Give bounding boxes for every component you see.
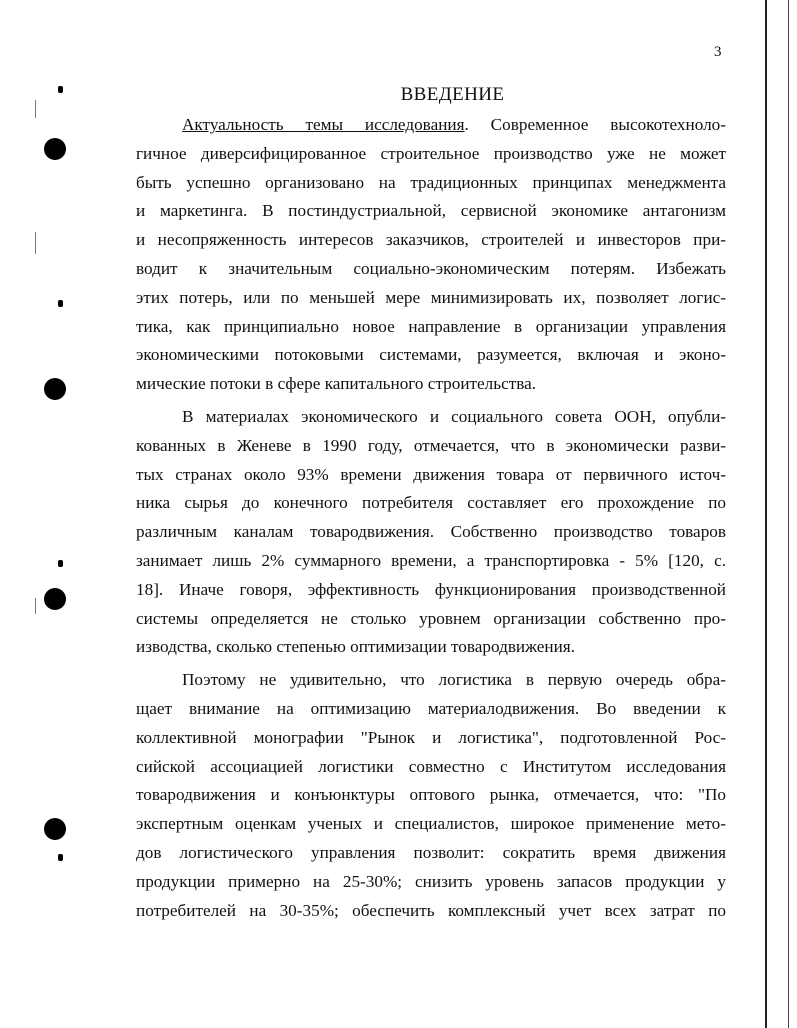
text-line: Поэтому не удивительно, что логистика в первую очередь обра- xyxy=(182,670,726,690)
text-line: различным каналам товародвижения. Собственно производство товаров xyxy=(136,522,726,542)
text-line: сийской ассоциацией логистики совместно с Институтом исследования xyxy=(136,756,726,776)
text-line: быть успешно организовано на традиционных принципах менеджмента xyxy=(136,172,726,192)
text-line: потребителей на 30-35%; обеспечить комплексный учет всех затрат по xyxy=(136,900,726,920)
scan-mark xyxy=(58,300,63,307)
text-line: дов логистического управления позволит: сократить время движения xyxy=(136,842,726,862)
text-line: этих потерь, или по меньшей мере минимизировать их, позволяет логис- xyxy=(136,287,726,307)
punch-hole xyxy=(44,588,66,610)
scan-tick xyxy=(35,598,36,614)
scan-mark xyxy=(58,854,63,861)
text-line: мические потоки в сфере капитального строительства. xyxy=(136,374,537,394)
punch-hole xyxy=(44,818,66,840)
page-title: ВВЕДЕНИЕ xyxy=(400,84,505,105)
text-line: продукции примерно на 25-30%; снизить уровень запасов продукции у xyxy=(136,871,726,891)
text-line: 18]. Иначе говоря, эффективность функционирования производственной xyxy=(136,579,726,599)
body-text xyxy=(136,111,726,925)
text-line: гичное диверсифицированное строительное производство уже не может xyxy=(136,143,726,163)
text-line: изводства, сколько степенью оптимизации товародвижения. xyxy=(136,637,576,657)
text-line: товародвижения и конъюнктуры оптового рынка, отмечается, что: "По xyxy=(136,785,726,805)
text-line: тых странах около 93% времени движения товара от первичного источ- xyxy=(136,464,726,484)
text-line: занимает лишь 2% суммарного времени, а транспортировка - 5% [120, с. xyxy=(136,550,726,570)
text-line: кованных в Женеве в 1990 году, отмечается, что в экономически разви- xyxy=(136,435,726,455)
text-line: водит к значительным социально-экономическим потерям. Избежать xyxy=(136,258,726,278)
text-line: щает внимание на оптимизацию материалодвижения. Во введении к xyxy=(136,698,726,718)
text-line: экспертным оценкам ученых и специалистов, широкое применение мето- xyxy=(136,814,726,834)
text-line: системы определяется не столько уровнем организации собственно про- xyxy=(136,608,726,628)
scan-edge-line xyxy=(788,0,789,1028)
scan-mark xyxy=(58,560,63,567)
punch-hole xyxy=(44,378,66,400)
page-number: 3 xyxy=(714,44,722,60)
punch-hole xyxy=(44,138,66,160)
lead-phrase: Актуальность темы исследования xyxy=(182,115,465,134)
scan-edge-line xyxy=(765,0,767,1028)
text-line: В материалах экономического и социального совета ООН, опубли- xyxy=(182,406,726,426)
text-line: ника сырья до конечного потребителя составляет его прохождение по xyxy=(136,493,726,513)
text-line: экономическими потоковыми системами, разумеется, включая и эконо- xyxy=(136,345,726,365)
text-line: и маркетинга. В постиндустриальной, сервисной экономике антагонизм xyxy=(136,201,726,221)
scan-tick xyxy=(35,232,36,254)
text-line: Актуальность темы исследования. Современное высокотехноло- xyxy=(182,115,726,134)
text-line: коллективной монографии "Рынок и логистика", подготовленной Рос- xyxy=(136,727,726,747)
text-line: тика, как принципиально новое направление в организации управления xyxy=(136,316,726,336)
text-line: и несопряженность интересов заказчиков, строителей и инвесторов при- xyxy=(136,230,726,250)
